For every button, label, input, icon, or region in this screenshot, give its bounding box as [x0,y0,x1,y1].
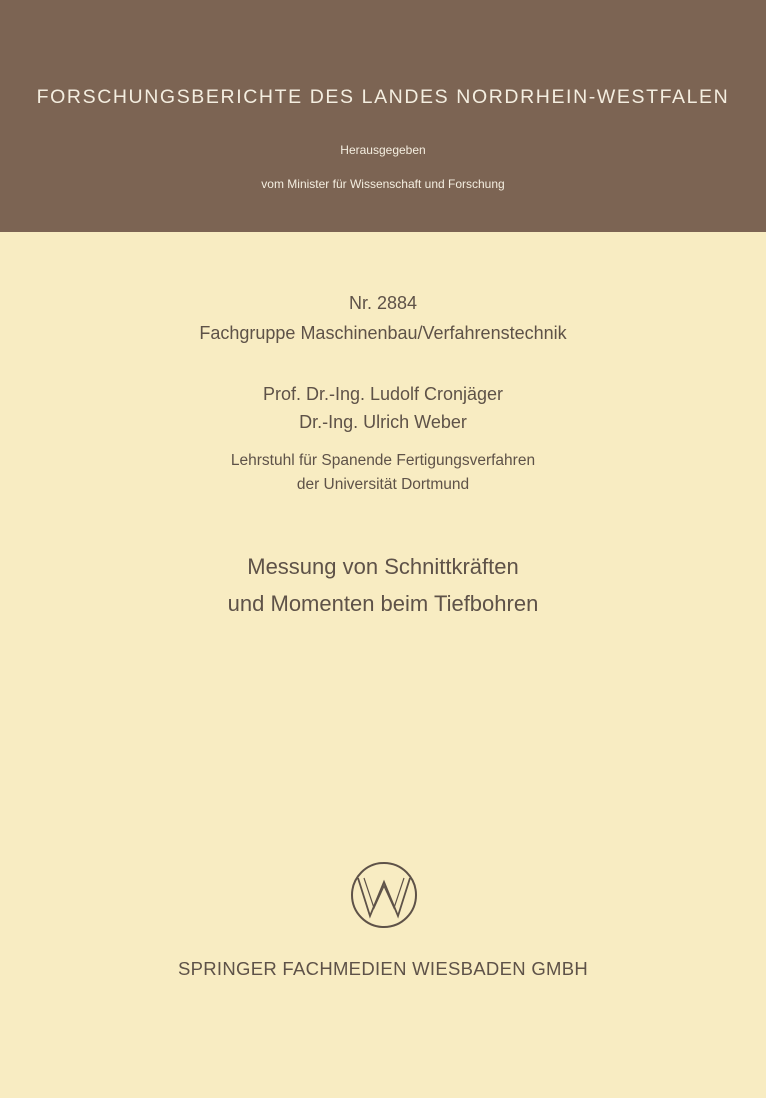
author-name: Prof. Dr.-Ing. Ludolf Cronjäger [262,384,504,404]
book-title-line: und Momenten beim Tiefbohren [227,591,539,616]
header-band [0,0,766,232]
author-name: Dr.-Ing. Ulrich Weber [299,412,467,432]
volume-number: Nr. 2884 [348,293,418,313]
publisher-name: SPRINGER FACHMEDIEN WIESBADEN GMBH [177,958,589,979]
subject-group: Fachgruppe Maschinenbau/Verfahrenstechnik [199,323,567,343]
institution-line: Lehrstuhl für Spanende Fertigungsverfahren [230,452,536,469]
series-title: FORSCHUNGSBERICHTE DES LANDES NORDRHEIN-WESTFALEN [36,86,730,108]
publisher-logo-icon [349,860,419,930]
institution-line: der Universität Dortmund [296,476,470,493]
editor-line: Herausgegeben [340,143,426,157]
book-title-line: Messung von Schnittkräften [247,554,519,579]
editor-line: vom Minister für Wissenschaft und Forschung [261,177,505,191]
